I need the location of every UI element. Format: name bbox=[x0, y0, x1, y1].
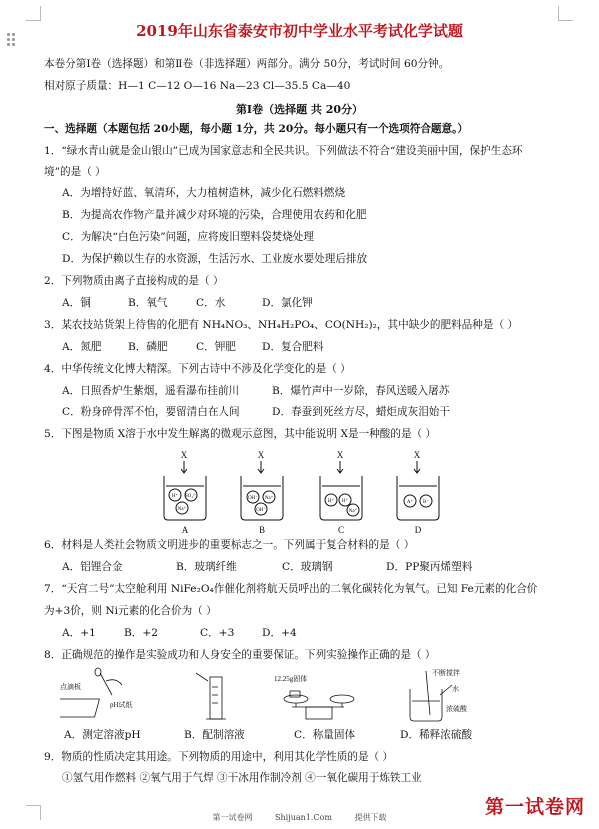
q3-option-a: A．氮肥 bbox=[62, 341, 102, 353]
beaker-acid bbox=[410, 689, 442, 721]
footer-download: 提供下载 bbox=[354, 813, 387, 822]
q8-stem: 8．正确规范的操作是实验成功和人身安全的重要保证。下列实验操作正确的是（ ） bbox=[44, 649, 436, 661]
label-dropper: 点滴板 bbox=[60, 683, 81, 691]
ion-a2: SO₄²⁻ bbox=[184, 494, 198, 499]
q1-stem-1: 1．“绿水青山就是金山银山”已成为国家意志和全民共识。下列做法不符合“建设美丽中国，保护生态环 bbox=[44, 145, 523, 157]
q1-option-b: B．为提高农作物产量并减少对环境的污染，合理使用农药和化肥 bbox=[62, 209, 367, 221]
q2-option-d: D．氯化钾 bbox=[262, 297, 313, 309]
ion-d1: A⁺ bbox=[406, 500, 414, 505]
label-acid: 浓硫酸 bbox=[446, 705, 467, 713]
q5-label-a: A bbox=[181, 525, 189, 535]
corner-mark-top-right bbox=[558, 6, 573, 21]
q2-option-b: B．氧气 bbox=[128, 297, 168, 309]
q7-stem-2: 为+3价，则 Ni元素的化合价为（ ） bbox=[44, 605, 217, 617]
label-stir: 不断搅拌 bbox=[432, 669, 460, 677]
brand-logo: 第一试卷网 bbox=[484, 796, 585, 818]
q6-option-c: C．玻璃钢 bbox=[282, 561, 333, 573]
q7-option-a: A．+1 bbox=[62, 627, 96, 639]
q7-stem-1: 7．“天宫二号”太空舱利用 NiFe₂O₄作催化剂将航天员呼出的二氧化碳转化为氧气。已知 Fe元素的化合价 bbox=[44, 583, 538, 595]
q2-option-a: A．铜 bbox=[62, 297, 91, 309]
q5-label-c: C bbox=[337, 525, 345, 535]
q9-stem: 9．物质的性质决定其用途。下列物质的用途中，利用其化学性质的是（ ） bbox=[44, 751, 394, 763]
q1-option-c: C．为解决“白色污染”问题，应将废旧塑料袋焚烧处理 bbox=[62, 231, 314, 243]
intro-line-2: 相对原子质量：H—1 C—12 O—16 Na—23 Cl—35.5 Ca—40 bbox=[44, 80, 351, 92]
q6-option-d: D．PP聚丙烯塑料 bbox=[386, 561, 473, 573]
ion-c3: Na⁺ bbox=[348, 509, 358, 514]
label-water: 水 bbox=[452, 685, 459, 693]
q4-option-c: C．粉身碎骨浑不怕，要留清白在人间 bbox=[62, 406, 240, 418]
part-heading: 一、选择题（本题包括 20小题，每小题 1分，共 20分。每小题只有一个选项符合题意。） bbox=[44, 123, 468, 135]
q7-option-d: D．+4 bbox=[262, 627, 297, 639]
q5-x-label-c: X bbox=[336, 450, 344, 460]
graduated-cylinder bbox=[210, 677, 222, 719]
ion-b2: Na⁺ bbox=[264, 496, 274, 501]
q7-option-c: C．+3 bbox=[200, 627, 235, 639]
q6-option-a: A．铝锂合金 bbox=[62, 561, 123, 573]
footer-site-name: 第一试卷网 bbox=[212, 813, 253, 822]
ion-d2: B⁻ bbox=[423, 500, 429, 505]
q1-option-a: A．为增持好蓝、氧清环，大力植树造林，减少化石燃料燃烧 bbox=[62, 187, 346, 199]
ion-a1: H⁺ bbox=[171, 494, 179, 499]
q8-lab-operations-diagram bbox=[60, 667, 490, 725]
q3-stem: 3．某农技站货架上待售的化肥有 NH₄NO₃、NH₄H₂PO₄、CO(NH₂)₂，其中缺少的肥料品种是（ ） bbox=[44, 319, 519, 331]
q3-option-c: C．钾肥 bbox=[196, 341, 236, 353]
q8-option-d: D．稀释浓硫酸 bbox=[400, 729, 473, 741]
q8-option-a: A．测定溶液pH bbox=[64, 729, 141, 741]
q5-x-label-a: X bbox=[180, 450, 188, 460]
q6-option-b: B．玻璃纤维 bbox=[176, 561, 237, 573]
q2-option-c: C．水 bbox=[196, 297, 226, 309]
label-mass: 12.25g固体 bbox=[274, 675, 308, 683]
q3-option-b: B．磷肥 bbox=[128, 341, 168, 353]
intro-line-1: 本卷分第Ⅰ卷（选择题）和第Ⅱ卷（非选择题）两部分。满分 50分，考试时间 60分钟。 bbox=[44, 58, 450, 70]
q1-stem-2: 境”的是（ ） bbox=[44, 166, 106, 178]
q3-option-d: D．复合肥料 bbox=[262, 341, 324, 353]
q8-option-c: C．称量固体 bbox=[294, 729, 356, 741]
q7-option-b: B．+2 bbox=[124, 627, 158, 639]
q5-stem: 5．下图是物质 X溶于水中发生解离的微观示意图，其中能说明 X是一种酸的是（ ） bbox=[44, 428, 437, 440]
page-footer bbox=[0, 812, 599, 823]
ion-c2: H⁺ bbox=[341, 499, 349, 504]
q5-beaker-diagram bbox=[160, 446, 460, 536]
ion-a3: Na⁺ bbox=[177, 507, 187, 512]
ion-b3: OH⁻ bbox=[256, 508, 266, 513]
q1-option-d: D．为保护赖以生存的水资源，生活污水、工业废水要处理后排放 bbox=[62, 253, 368, 265]
ion-b1: OH⁻ bbox=[248, 496, 258, 501]
q4-option-b: B．爆竹声中一岁除，春风送暖入屠苏 bbox=[272, 385, 450, 397]
q5-x-label-d: X bbox=[413, 450, 421, 460]
q5-label-d: D bbox=[414, 525, 422, 535]
beaker-d bbox=[397, 476, 439, 520]
q4-stem: 4．中华传统文化博大精深。下列古诗中不涉及化学变化的是（ ） bbox=[44, 363, 351, 375]
q4-option-a: A．日照香炉生紫烟，遥看瀑布挂前川 bbox=[62, 385, 240, 397]
dropper bbox=[100, 673, 112, 695]
q8-option-b: B．配制溶液 bbox=[184, 729, 245, 741]
q6-stem: 6．材料是人类社会物质文明进步的重要标志之一。下列属于复合材料的是（ ） bbox=[44, 539, 415, 551]
glass-rod bbox=[426, 671, 430, 715]
q9-items: ①氢气用作燃料 ②氧气用于气焊 ③干冰用作制冷剂 ④一氧化碳用于炼铁工业 bbox=[62, 772, 422, 784]
q4-option-d: D．春蚕到死丝方尽，蜡炬成灰泪始干 bbox=[272, 406, 450, 418]
q2-stem: 2．下列物质由离子直接构成的是（ ） bbox=[44, 275, 224, 287]
q5-label-b: B bbox=[258, 525, 266, 535]
footer-url[interactable]: Shijuan1.Com bbox=[275, 813, 332, 822]
corner-mark-top-left bbox=[26, 6, 41, 21]
q5-x-label-b: X bbox=[257, 450, 265, 460]
section-title: 第Ⅰ卷（选择题 共 20分） bbox=[235, 103, 364, 116]
spot-plate bbox=[60, 699, 99, 717]
label-ph-paper: pH试纸 bbox=[110, 701, 133, 709]
ion-c1: H⁺ bbox=[327, 499, 335, 504]
exam-title: 2019年山东省泰安市初中学业水平考试化学试题 bbox=[136, 22, 463, 40]
